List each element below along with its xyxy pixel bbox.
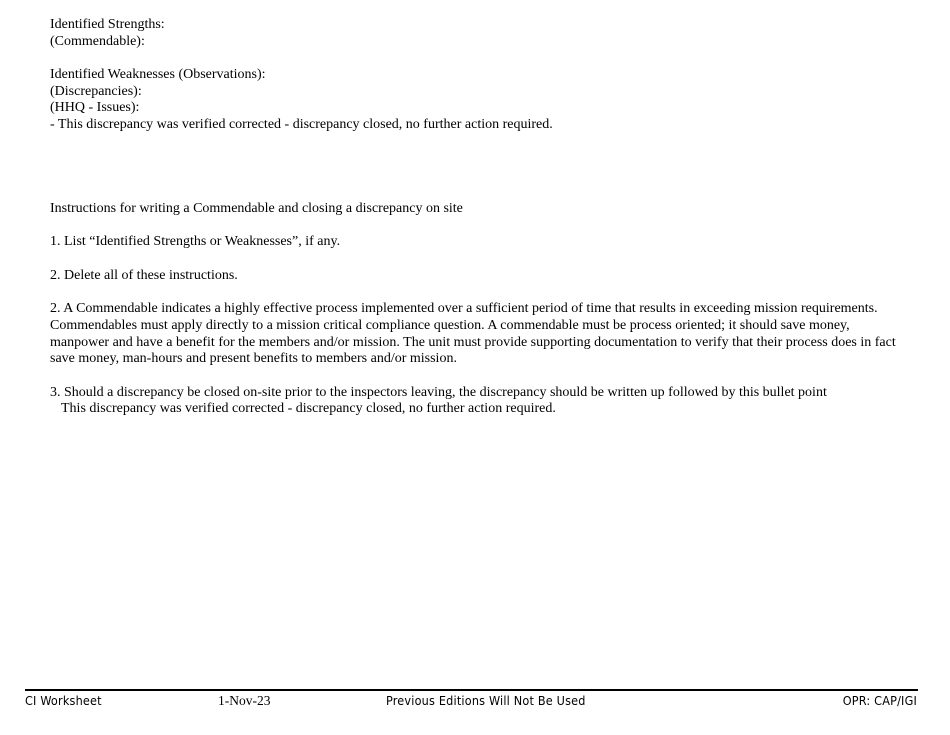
page-footer: [25, 693, 918, 711]
discrepancies-label: (Discrepancies):: [50, 83, 142, 99]
hhq-issues-label: (HHQ - Issues):: [50, 100, 140, 116]
closed-discrepancy-bullet: - This discrepancy was verified corrected - discrepancy closed, no further action required.: [50, 116, 553, 132]
document-body: [50, 17, 900, 418]
strengths-heading: Identified Strengths:: [50, 17, 165, 32]
footer-form-name: CI Worksheet: [25, 693, 102, 708]
footer-notice: Previous Editions Will Not Be Used: [386, 693, 586, 708]
instruction-commendable-paragraph: 2. A Commendable indicates a highly effective process implemented over a sufficient period of time that results in exceeding mission requirements. Commendables must apply directly to a mission critical compliance question. A commendable must be process oriented; it should save money, manpower and have a benefit for the members and/or mission. The unit must provide supporting documentation to verify that their process does in fact save money, man-hours and present benefits to members and/or mission.: [50, 301, 896, 367]
weaknesses-heading: Identified Weaknesses (Observations):: [50, 67, 266, 83]
footer-opr: OPR: CAP/IGI: [842, 693, 917, 708]
footer-date: 1-Nov-23: [218, 693, 271, 708]
commendable-label: (Commendable):: [50, 33, 145, 49]
instruction-step-1: 1. List “Identified Strengths or Weaknesses”, if any.: [50, 234, 341, 250]
instruction-step-2: 2. Delete all of these instructions.: [50, 267, 238, 283]
instructions-title: Instructions for writing a Commendable and closing a discrepancy on site: [50, 200, 463, 216]
footer-divider: [25, 689, 918, 691]
instruction-step-3-bullet: This discrepancy was verified corrected - discrepancy closed, no further action required.: [61, 401, 556, 417]
instruction-step-3: 3. Should a discrepancy be closed on-site prior to the inspectors leaving, the discrepancy should be written up followed by this bullet point: [50, 384, 827, 400]
